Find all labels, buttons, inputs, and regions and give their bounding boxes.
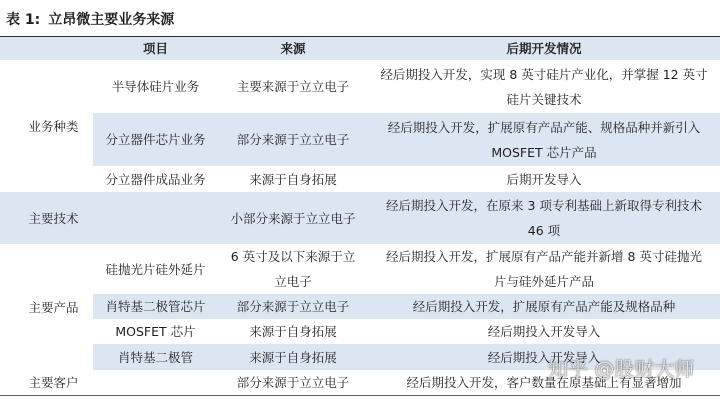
header-row (0, 37, 720, 61)
table-row (0, 294, 720, 319)
item-cell: 半导体硅片业务 (111, 79, 200, 94)
item-cell: 分立器件成品业务 (105, 171, 206, 187)
table-number: 表 1: (6, 12, 41, 28)
development-cell: 经后期投入开发，在原来 3 项专利基础上新取得专利技术 46 项 (368, 192, 720, 244)
table-caption: 立昂微主要业务来源 (48, 12, 175, 28)
table-row (0, 244, 720, 294)
table-row (0, 60, 720, 113)
item-cell: 硅抛光片硅外延片 (105, 261, 206, 277)
item-cell (93, 192, 218, 244)
table-title (6, 9, 174, 31)
development-cell: 后期开发导入 (506, 171, 582, 187)
category-cell: 主要产品 (28, 299, 79, 315)
table-row (0, 319, 720, 344)
development-cell: 经后期投入开发，扩展原有产品产能并新增 8 英寸硅抛光 片与硅外延片产品 (386, 249, 702, 289)
header-development: 后期开发情况 (368, 37, 720, 61)
development-cell: 经后期投入开发，客户数量在原基础上有显著增加 (406, 375, 682, 390)
source-cell: 小部分来源于立立电子 (218, 192, 368, 244)
development-cell: 经后期投入开发导入 (487, 324, 601, 339)
source-cell: 6 英寸及以下来源于立 立电子 (230, 249, 356, 289)
table-row (0, 166, 720, 192)
source-cell: 部分来源于立立电子 (236, 375, 350, 390)
category-cell: 主要技术 (0, 192, 93, 244)
development-cell: 经后期投入开发，扩展原有产品产能及规格品种 (368, 294, 720, 319)
header-source: 来源 (218, 37, 368, 61)
source-cell: 部分来源于立立电子 (218, 113, 368, 166)
item-cell: 肖特基二极管芯片 (93, 294, 218, 319)
item-cell: 肖特基二极管 (93, 344, 218, 370)
development-cell: 经后期投入开发，扩展原有产品产能、规格品种并新引入 MOSFET 芯片产品 (368, 113, 720, 166)
source-cell: 来源于自身拓展 (249, 171, 337, 187)
development-cell: 经后期投入开发，实现 8 英寸硅片产业化，并掌握 12 英寸 硅片关键技术 (380, 66, 708, 107)
category-cell: 主要客户 (28, 375, 79, 390)
source-cell: 主要来源于立立电子 (236, 79, 350, 94)
source-cell: 来源于自身拓展 (249, 324, 337, 339)
item-cell: MOSFET 芯片 (115, 324, 196, 339)
category-cell: 业务种类 (28, 118, 79, 134)
business-source-table (0, 36, 720, 396)
item-cell (93, 370, 218, 396)
table-row (0, 192, 720, 244)
header-item: 项目 (93, 37, 218, 61)
watermark: 知乎 @股财大师 (548, 357, 695, 381)
item-cell: 分立器件芯片业务 (93, 113, 218, 166)
source-cell: 部分来源于立立电子 (218, 294, 368, 319)
source-cell: 来源于自身拓展 (218, 344, 368, 370)
development-cell: 经后期投入开发导入 (368, 344, 720, 370)
header-category (0, 37, 93, 61)
table-row (0, 113, 720, 166)
